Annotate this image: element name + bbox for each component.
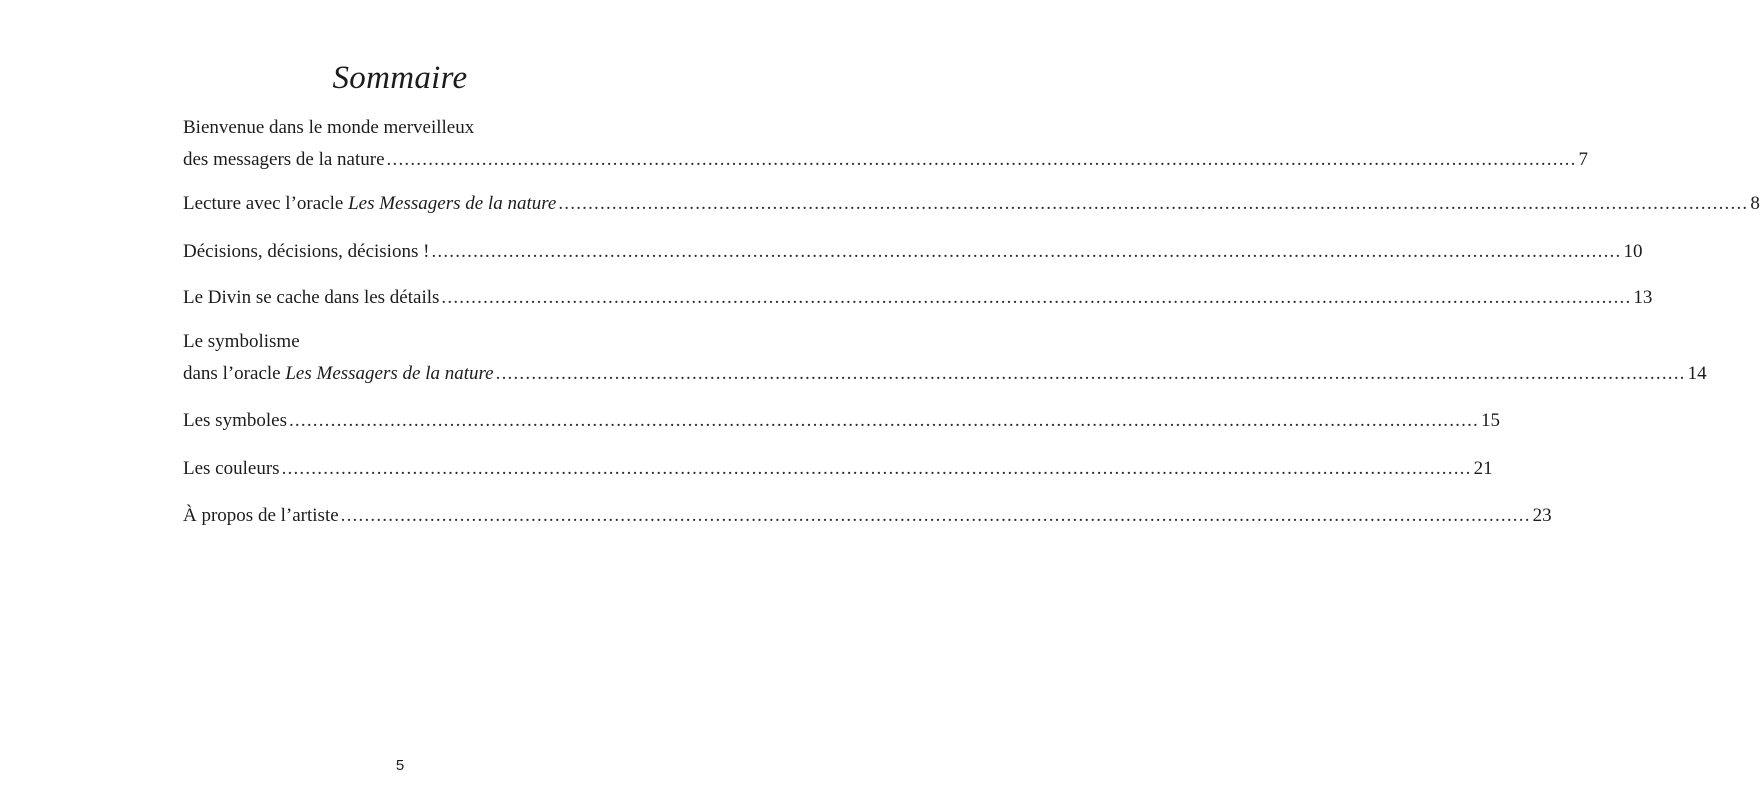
toc-entry-title-text: À propos de l’artiste — [183, 505, 339, 526]
dot-leader: ........................................................................................................................................................................................................ — [281, 458, 1472, 479]
toc-entry[interactable] — [183, 236, 1643, 268]
toc-entry-title — [183, 358, 494, 390]
dot-leader: ........................................................................................................................................................................................................ — [495, 363, 1686, 384]
toc-entry-title — [183, 453, 280, 485]
toc-entry[interactable] — [183, 405, 1500, 437]
toc-entry[interactable] — [183, 112, 1589, 176]
toc-entry-title-line: Le symbolisme — [183, 331, 300, 352]
page-title: Sommaire — [332, 60, 468, 96]
toc-entry-title — [183, 500, 339, 532]
toc-entry[interactable] — [183, 188, 1760, 220]
toc-entry-title — [183, 282, 439, 314]
toc-entry-title-italic: Les Messagers de la nature — [348, 193, 557, 214]
toc-entry-page-number: 15 — [1480, 410, 1500, 431]
toc-entry-title-text: Lecture avec l’oracle — [183, 193, 349, 214]
toc-entry-page-number: 13 — [1633, 287, 1653, 308]
toc-entry[interactable] — [183, 282, 1653, 314]
page-number: 5 — [395, 757, 405, 774]
toc-entry-title-text: Les couleurs — [183, 458, 280, 479]
toc-entry-title-text: des messagers de la nature — [183, 149, 385, 170]
toc-entry-title — [183, 405, 287, 437]
toc-entry-title-text: dans l’oracle — [183, 363, 286, 384]
toc-entry-title — [183, 236, 429, 268]
toc-entry-title-text: Les symboles — [183, 410, 287, 431]
toc-entry-title-text: Décisions, décisions, décisions ! — [183, 241, 430, 262]
toc-entry[interactable] — [183, 453, 1493, 485]
toc-entry-page-number: 14 — [1687, 363, 1707, 384]
toc-entry-title — [183, 144, 385, 176]
toc-entry[interactable] — [183, 326, 1707, 390]
dot-leader: ........................................................................................................................................................................................................ — [441, 287, 1632, 308]
toc-entry-page-number: 21 — [1473, 458, 1493, 479]
toc-entry[interactable] — [183, 500, 1552, 532]
toc-entry-title-line: Bienvenue dans le monde merveilleux — [183, 117, 475, 138]
dot-leader: ........................................................................................................................................................................................................ — [288, 410, 1479, 431]
toc-entry-title-italic: Les Messagers de la nature — [285, 363, 494, 384]
toc-entry-page-number: 23 — [1532, 505, 1552, 526]
toc-entry-title — [183, 188, 556, 220]
dot-leader: ........................................................................................................................................................................................................ — [386, 149, 1577, 170]
toc-entry-page-number: 10 — [1623, 241, 1643, 262]
toc-entry-page-number: 8 — [1750, 193, 1760, 214]
dot-leader: ........................................................................................................................................................................................................ — [340, 505, 1531, 526]
toc-entry-title-text: Le Divin se cache dans les détails — [183, 287, 440, 308]
dot-leader: ........................................................................................................................................................................................................ — [558, 193, 1749, 214]
toc-entry-page-number: 7 — [1578, 149, 1589, 170]
dot-leader: ........................................................................................................................................................................................................ — [431, 241, 1622, 262]
